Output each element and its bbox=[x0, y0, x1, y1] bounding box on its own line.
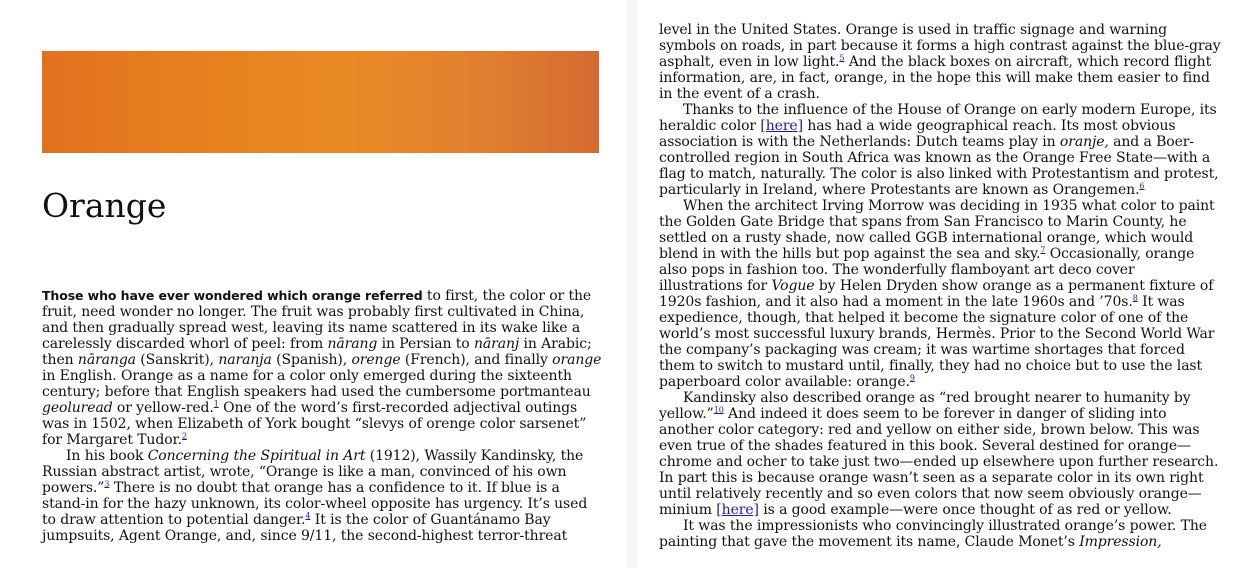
here-link[interactable]: [here] bbox=[760, 118, 803, 134]
text-run: Occasionally, orange also pops in fashion too. The wonderfully flamboyant art deco cover illustrations for bbox=[659, 246, 1195, 294]
text-run: And indeed it does seem to be forever in danger of sliding into another color category: red and yellow on either side, brown below. This was even true of the shades featured in this book. Several destined for orange—chrome and ocher to take just two—ended up elsewhere upon further research. In part this is because orange wasn’t seen as a separate color in its own right until relatively recently and so even colors that now seem obviously orange—minium bbox=[659, 406, 1219, 518]
text-run: And the black boxes on aircraft, which record flight information, are, in fact, orange, in the hope this will make them easier to find in the event of a crash. bbox=[659, 54, 1212, 102]
text-run: is a good example—were once thought of as red or yellow. bbox=[758, 502, 1172, 518]
footnote-ref-5[interactable]: 5 bbox=[839, 53, 845, 63]
page-title: Orange bbox=[42, 186, 167, 225]
orange-color-swatch bbox=[42, 51, 599, 153]
text-run: by Helen Dryden show orange as a permanent fixture of 1920s fashion, and it also had a moment in the late 1960s and ’70s. bbox=[659, 278, 1214, 310]
italic-term: naranja bbox=[218, 352, 272, 368]
text-run: to first, the color or the fruit, need wonder no longer. The fruit was probably first cultivated in China, and then gradually spread west, leaving its name scattered in its wake like a carelessly discarded whorl of peel: from bbox=[42, 288, 592, 352]
text-run: (Sanskrit), bbox=[135, 352, 219, 368]
text-run: and a Boer-controlled region in South Africa was known as the Orange Free State—with a flag to match, naturally. The color is also linked with Protestantism and protest, particularly in Ireland, where Protestants are known as Orangemen. bbox=[659, 134, 1219, 198]
footnote-ref-1[interactable]: 1 bbox=[213, 399, 219, 409]
text-run: in English. Orange as a name for a color only emerged during the sixteenth century; before that English speakers had used the cumbersome portmanteau bbox=[42, 368, 591, 400]
footnote-ref-10[interactable]: 10 bbox=[713, 405, 724, 415]
text-run: level in the United States. Orange is used in traffic signage and warning symbols on roads, in part because it forms a high contrast against the blue-gray asphalt, even in low light. bbox=[659, 22, 1221, 70]
italic-term: Vogue bbox=[771, 278, 815, 294]
paragraph-impressionists bbox=[659, 518, 1221, 550]
text-run: There is no doubt that orange has a confidence to it. If blue is a stand-in for the hazy unknown, its color-wheel opposite has urgency. It’s used to draw attention to potential danger. bbox=[42, 480, 588, 528]
footnote-ref-3[interactable]: 3 bbox=[104, 479, 110, 489]
paragraph-kandinsky bbox=[42, 448, 602, 544]
text-run: It was expedience, though, that helped it become the signature color of one of the world’s most successful luxury brands, Hermès. Prior to the Second World War the company’s packaging was cream; it was wartime shortages that forced them to switch to mustard until, finally, they had no choice but to use the last paperboard color available: orange. bbox=[659, 294, 1215, 390]
text-run: Kandinsky also described orange as “red brought nearer to humanity by yellow.” bbox=[659, 390, 1191, 422]
text-run: One of the word’s first-recorded adjectival outings was in 1502, when Elizabeth of York bought “slevys of orenge color sarsenet” for Margaret Tudor. bbox=[42, 400, 587, 448]
paragraph-red-brought-nearer bbox=[659, 390, 1221, 518]
italic-term: nārang bbox=[327, 336, 378, 352]
text-run: When the architect Irving Morrow was deciding in 1935 what color to paint the Golden Gate Bridge that spans from San Francisco to Marin County, he settled on a rusty shade, now called GGB international orange, which would blend in with the hills but pop against the sea and sky. bbox=[659, 198, 1215, 262]
right-page bbox=[637, 0, 1235, 568]
italic-term: orenge bbox=[351, 352, 401, 368]
text-run: It was the impressionists who convincingly illustrated orange’s power. The painting that gave the movement its name, Claude Monet’s bbox=[659, 518, 1207, 550]
here-link[interactable]: [here] bbox=[716, 502, 759, 518]
text-run: (1912), Wassily Kandinsky, the Russian abstract artist, wrote, “Orange is like a man, convinced of his own powers.” bbox=[42, 448, 584, 496]
italic-term: orange bbox=[552, 352, 602, 368]
footnote-ref-6[interactable]: 6 bbox=[1139, 181, 1145, 191]
text-run: or yellow-red. bbox=[112, 400, 214, 416]
footnote-ref-9[interactable]: 9 bbox=[909, 373, 915, 383]
text-run: (French), and finally bbox=[400, 352, 553, 368]
italic-term: oranje, bbox=[1059, 134, 1109, 150]
italic-term: nāranj bbox=[473, 336, 520, 352]
left-body-text bbox=[42, 288, 602, 544]
right-body-text bbox=[659, 22, 1221, 550]
footnote-ref-4[interactable]: 4 bbox=[305, 511, 311, 521]
text-run: in Persian to bbox=[377, 336, 474, 352]
footnote-ref-8[interactable]: 8 bbox=[1132, 293, 1138, 303]
paragraph-continued bbox=[659, 22, 1221, 102]
italic-term: nāranga bbox=[77, 352, 136, 368]
painting-title: Impression, bbox=[1079, 534, 1162, 550]
text-run: in Arabic; then bbox=[42, 336, 592, 368]
footnote-ref-7[interactable]: 7 bbox=[1040, 245, 1046, 255]
paragraph-intro bbox=[42, 288, 602, 448]
lead-in: Those who have ever wondered which orange referred bbox=[42, 288, 423, 303]
text-run: In his book bbox=[66, 448, 148, 464]
italic-term: geoluread bbox=[42, 400, 113, 416]
paragraph-golden-gate bbox=[659, 198, 1221, 390]
book-title: Concerning the Spiritual in Art bbox=[147, 448, 366, 464]
text-run: It is the color of Guantánamo Bay jumpsuits, Agent Orange, and, since 9/11, the second-highest terror-threat bbox=[42, 512, 568, 544]
text-run: Thanks to the influence of the House of Orange on early modern Europe, its heraldic color bbox=[659, 102, 1217, 134]
paragraph-house-of-orange bbox=[659, 102, 1221, 198]
footnote-ref-2[interactable]: 2 bbox=[181, 431, 187, 441]
text-run: (Spanish), bbox=[271, 352, 352, 368]
text-run: has had a wide geographical reach. Its most obvious association is with the Netherlands: Dutch teams play in bbox=[659, 118, 1176, 150]
